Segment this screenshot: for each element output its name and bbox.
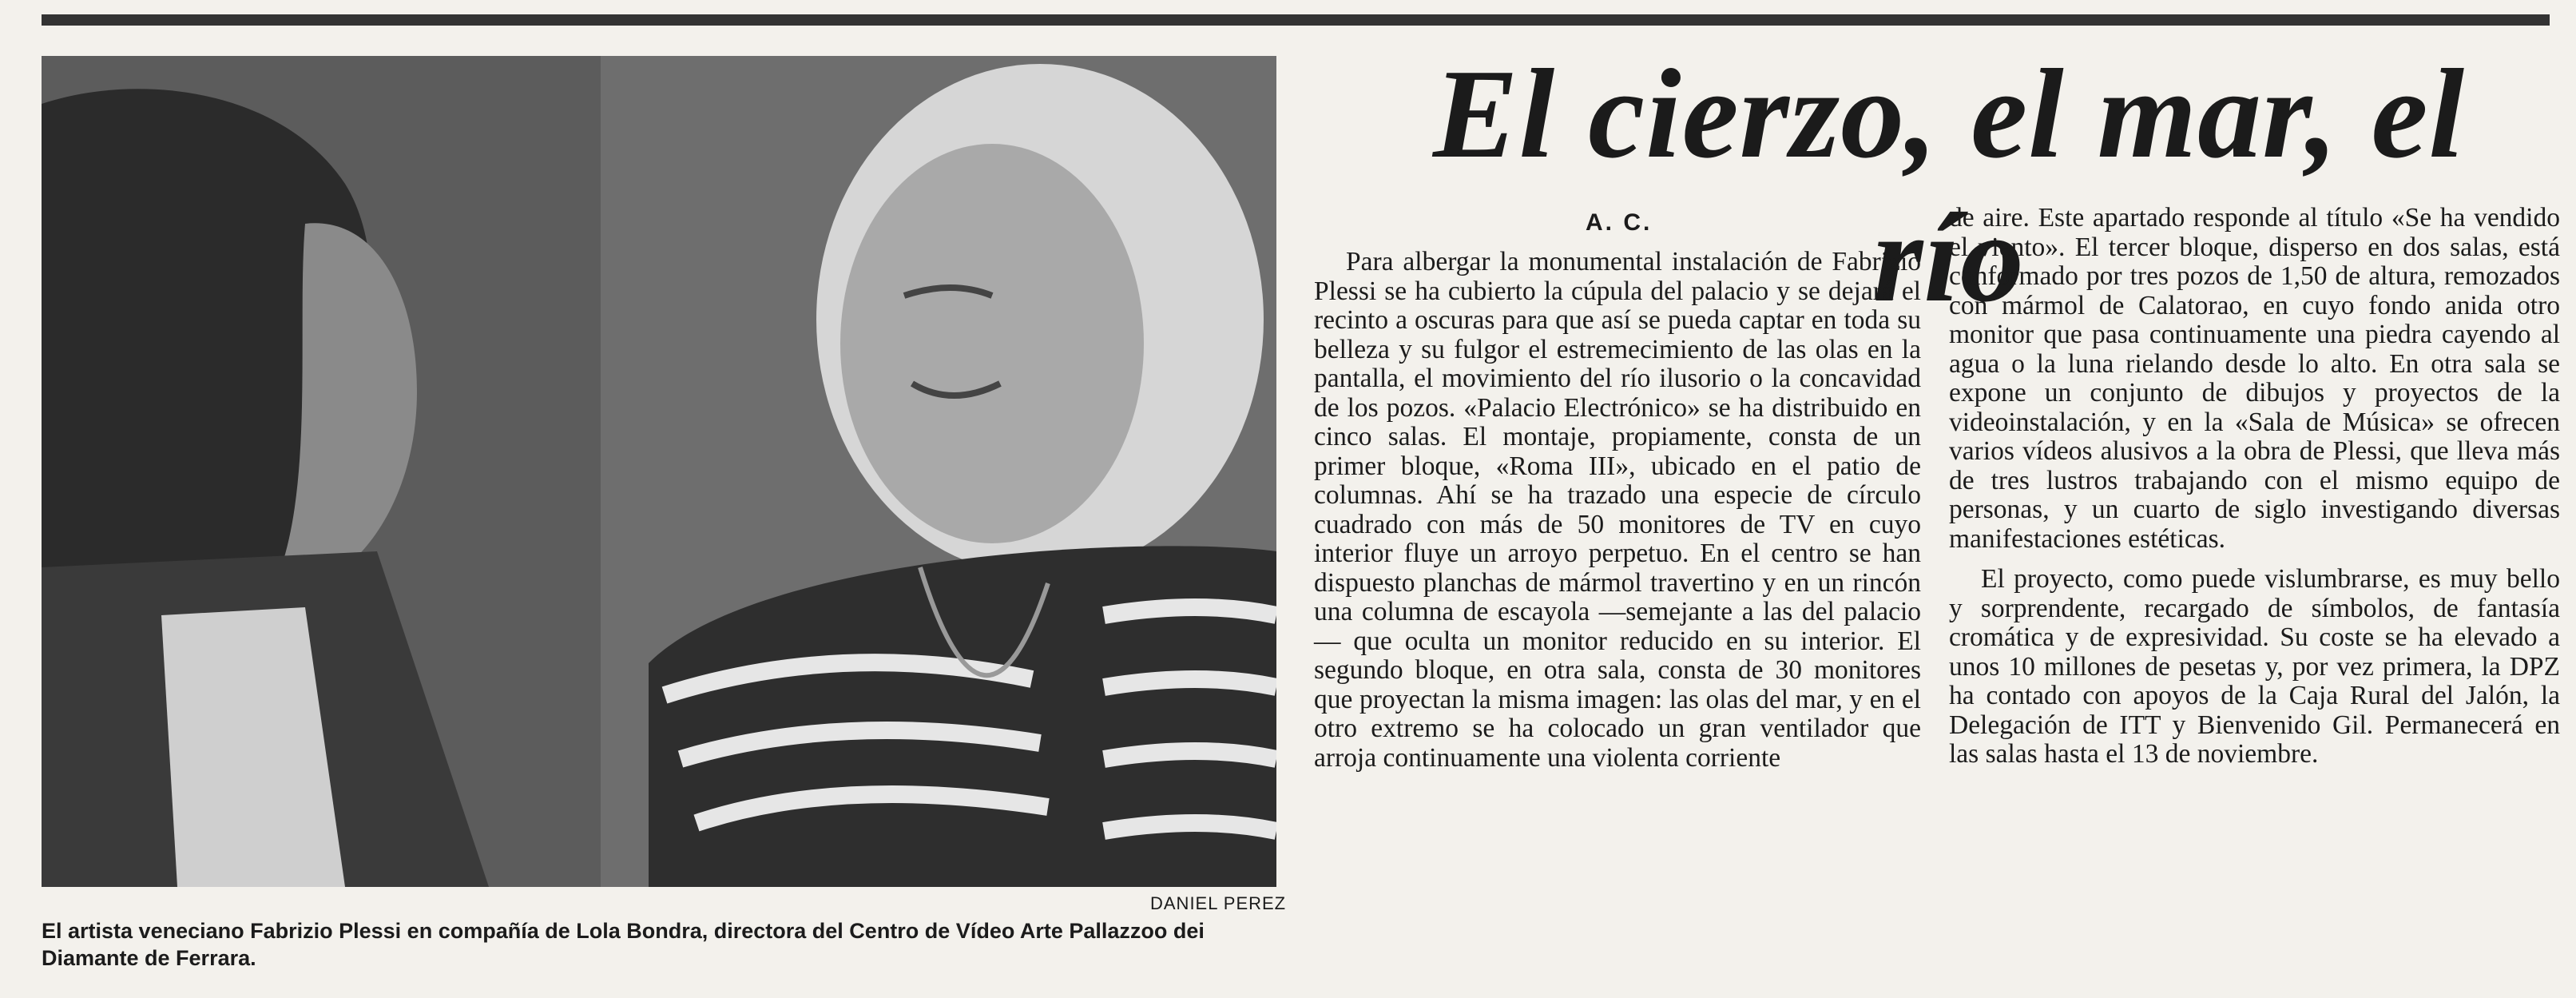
body-paragraph: El proyecto, como puede vislumbrarse, es muy bello y sorprendente, recargado de símbolos, de fantasía cromática y de expresividad. Su coste se ha elevado a unos 10 millones de pesetas y, por vez primera, la DPZ ha contado con apoyos de la Caja Rural del Jalón, la Delegación de ITT y Bienvenido Gil. Permanecerá en las salas hasta el 13 de noviembre. [1949,564,2560,769]
top-rule [42,14,2550,26]
photo-credit: DANIEL PEREZ [1150,893,1287,913]
article-column-1 [1314,248,1921,773]
photo-caption: El artista veneciano Fabrizio Plessi en compañía de Lola Bondra, directora del Centro de Vídeo Arte Pallazzoo dei Diamante de Ferrara. [42,919,1205,970]
article-photo [42,56,1276,887]
article-byline: A. C. [1586,209,1653,236]
article-headline: El cierzo, el mar, el río [1432,42,2465,328]
photo-illustration [42,56,1276,887]
body-paragraph: de aire. Este apartado responde al título «Se ha vendido el viento». El tercer bloque, disperso en dos salas, está conformado por tres pozos de 1,50 de altura, remozados con mármol de Calatorao, en cuyo fondo anida otro monitor que pasa continuamente una piedra cayendo al agua o la luna rielando desde lo alto. En otra sala se expone un conjunto de dibujos y proyectos de la videoinstalación, y en la «Sala de Música» se ofrecen varios vídeos alusivos a la obra de Plessi, que lleva más de tres lustros trabajando con el mismo equipo de personas, y un cuarto de siglo investigando diversas manifestaciones estéticas. [1949,203,2560,554]
article-column-2 [1949,204,2560,769]
body-paragraph: Para albergar la monumental instalación de Fabrizio Plessi se ha cubierto la cúpula del palacio y se dejará el recinto a oscuras para que así se pueda captar en toda su belleza y su fulgor el estremecimiento de las olas en la pantalla, el movimiento del río ilusorio o la concavidad de los pozos. «Palacio Electrónico» se ha distribuido en cinco salas. El montaje, propiamente, consta de un primer bloque, «Roma III», ubicado en el patio de columnas. Ahí se ha trazado una especie de círculo cuadrado con más de 50 monitores de TV en cuyo interior fluye un arroyo perpetuo. En el centro se han dispuesto planchas de mármol travertino y en un rincón una columna de escayola —semejante a las del palacio— que oculta un monitor reducido en su interior. El segundo bloque, en otra sala, consta de 30 monitores que proyectan la misma imagen: las olas del mar, y en el otro extremo se ha colocado un gran ventilador que arroja continuamente una violenta corriente [1314,247,1921,773]
